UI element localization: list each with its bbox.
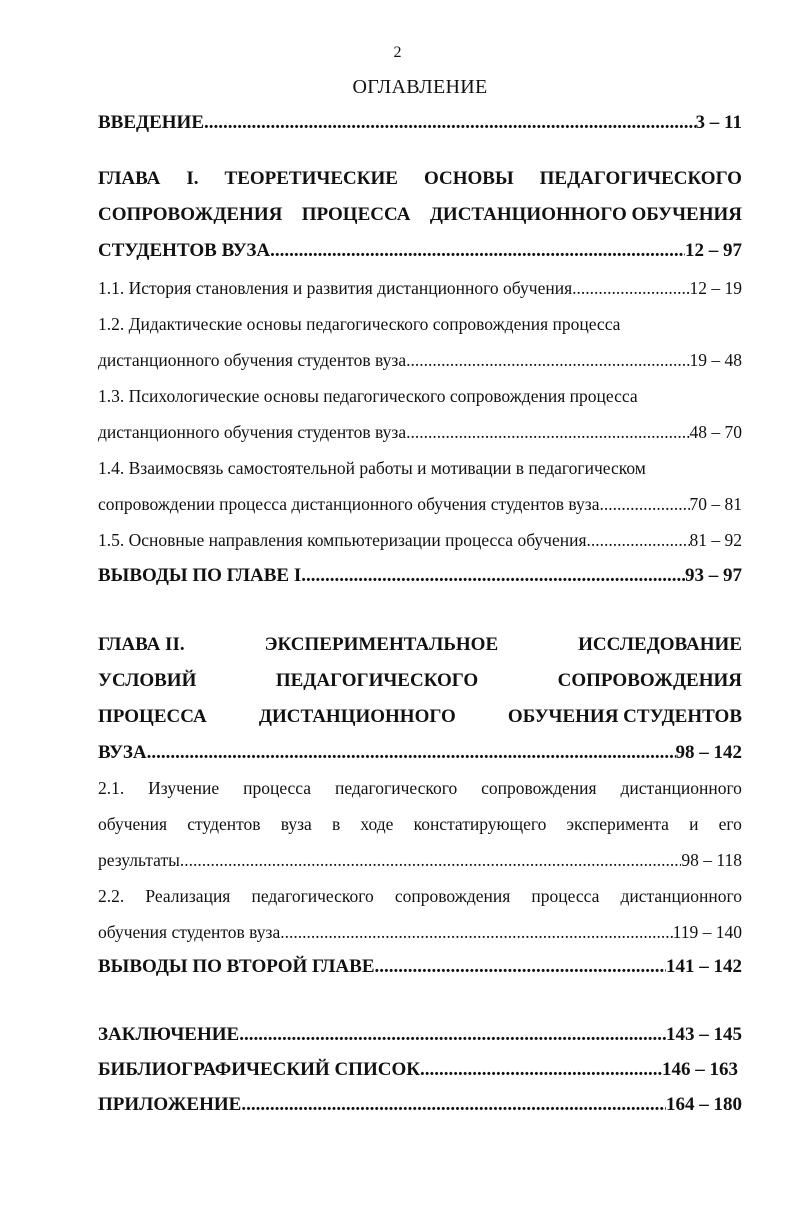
text-word: сопровождения (394, 886, 511, 906)
toc-entry-section-2-1[interactable] (98, 850, 742, 871)
toc-title: ОГЛАВЛЕНИЕ (352, 76, 488, 98)
heading-word: СОПРОВОЖДЕНИЯ (98, 204, 283, 225)
toc-entry-pages: 48 – 70 (689, 422, 742, 442)
text-word: Реализация (145, 886, 231, 906)
toc-entry-section-1-5[interactable] (98, 530, 742, 551)
toc-entry-label: СТУДЕНТОВ ВУЗА (98, 240, 271, 261)
heading-word: I. (186, 168, 199, 189)
text-word: его (718, 814, 742, 834)
heading-word: УСЛОВИЙ (98, 670, 197, 691)
section-1-2-line1: 1.2. Дидактические основы педагогического сопровождения процесса (98, 314, 621, 334)
toc-entry-chapter2-conclusions[interactable] (98, 956, 742, 978)
toc-entry-pages: 141 – 142 (666, 956, 742, 977)
toc-entry-introduction[interactable] (98, 112, 742, 134)
heading-word: ПЕДАГОГИЧЕСКОГО (275, 670, 479, 691)
toc-entry-pages: 143 – 145 (666, 1024, 742, 1045)
text-word: в (331, 814, 341, 834)
dot-leader (406, 422, 689, 443)
toc-entry-label: БИБЛИОГРАФИЧЕСКИЙ СПИСОК (98, 1059, 421, 1080)
text-word: дистанционного (620, 778, 742, 798)
toc-entry-label: результаты (98, 850, 180, 870)
chapter2-heading-line3 (98, 706, 742, 728)
toc-entry-pages: 98 – 118 (681, 850, 742, 870)
toc-entry-label: ПРИЛОЖЕНИЕ (98, 1094, 242, 1115)
dot-leader (180, 850, 682, 871)
dot-leader (270, 240, 685, 262)
text-word: процесса (531, 886, 600, 906)
toc-entry-pages: 93 – 97 (685, 565, 742, 586)
toc-entry-pages: 3 – 11 (695, 112, 742, 133)
toc-entry-section-1-2[interactable] (98, 350, 742, 371)
toc-entry-label: дистанционного обучения студентов вуза (98, 422, 407, 442)
toc-entry-pages: 12 – 19 (689, 278, 742, 298)
dot-leader (599, 494, 689, 515)
text-word: педагогического (251, 886, 374, 906)
dot-leader (239, 1024, 666, 1046)
toc-entry-label: ВЫВОДЫ ПО ГЛАВЕ I (98, 565, 302, 586)
dot-leader (147, 742, 676, 764)
toc-entry-chapter1-conclusions[interactable] (98, 565, 742, 587)
text-word: дистанционного (620, 886, 742, 906)
toc-entry-pages: 81 – 92 (689, 530, 742, 550)
chapter1-heading-line1 (98, 168, 742, 190)
heading-word: ДИСТАНЦИОННОГО (258, 706, 456, 727)
dot-leader (280, 922, 672, 943)
dot-leader (241, 1094, 666, 1116)
heading-word: ЭКСПЕРИМЕНТАЛЬНОЕ (264, 634, 499, 655)
section-2-1-line1 (98, 778, 742, 799)
toc-entry-label: обучения студентов вуза (98, 922, 281, 942)
toc-entry-pages: 146 – 163 (662, 1059, 738, 1080)
toc-entry-label: ВЫВОДЫ ПО ВТОРОЙ ГЛАВЕ (98, 956, 375, 977)
heading-word: ГЛАВА II. (98, 634, 185, 655)
text-word: обучения (98, 814, 168, 834)
toc-entry-pages: 12 – 97 (685, 240, 742, 261)
toc-entry-label: дистанционного обучения студентов вуза (98, 350, 407, 370)
section-2-2-line1 (98, 886, 742, 907)
toc-entry-pages: 98 – 142 (675, 742, 742, 763)
section-1-4-line1: 1.4. Взаимосвязь самостоятельной работы и мотивации в педагогическом (98, 458, 646, 478)
text-word: процесса (243, 778, 312, 798)
text-word: Изучение (148, 778, 220, 798)
chapter1-heading-line2 (98, 204, 742, 226)
heading-word: ПРОЦЕССА (98, 706, 207, 727)
toc-entry-bibliography[interactable] (98, 1059, 738, 1081)
chapter2-heading-line2 (98, 670, 742, 692)
toc-entry-label: ВВЕДЕНИЕ (98, 112, 204, 133)
chapter2-heading-line1 (98, 634, 742, 656)
toc-entry-conclusion[interactable] (98, 1024, 742, 1046)
heading-word: ДИСТАНЦИОННОГО ОБУЧЕНИЯ (429, 204, 742, 225)
toc-entry-pages: 19 – 48 (689, 350, 742, 370)
dot-leader (587, 530, 690, 551)
dot-leader (375, 956, 667, 978)
dot-leader (204, 112, 696, 134)
toc-entry-label: ВУЗА (98, 742, 147, 763)
heading-word: ПЕДАГОГИЧЕСКОГО (539, 168, 742, 189)
toc-entry-chapter1[interactable] (98, 240, 742, 262)
heading-word: ОБУЧЕНИЯ СТУДЕНТОВ (507, 706, 742, 727)
toc-entry-label: 1.1. История становления и развития дистанционного обучения (98, 278, 573, 298)
page-number: 2 (393, 44, 402, 61)
toc-entry-pages: 70 – 81 (689, 494, 742, 514)
text-word: констатирующего (413, 814, 547, 834)
dot-leader (406, 350, 689, 371)
toc-entry-pages: 119 – 140 (672, 922, 742, 942)
heading-word: ПРОЦЕССА (301, 204, 411, 225)
dot-leader (572, 278, 689, 299)
text-word: сопровождения (481, 778, 597, 798)
text-word: ходе (360, 814, 394, 834)
toc-entry-section-1-3[interactable] (98, 422, 742, 443)
heading-word: ОСНОВЫ (423, 168, 514, 189)
section-1-3-line1: 1.3. Психологические основы педагогического сопровождения процесса (98, 386, 638, 406)
text-word: эксперимента (566, 814, 669, 834)
text-word: 2.1. (98, 778, 125, 798)
text-word: вуза (280, 814, 312, 834)
heading-word: ИССЛЕДОВАНИЕ (578, 634, 742, 655)
toc-entry-section-1-1[interactable] (98, 278, 742, 299)
text-word: педагогического (334, 778, 458, 798)
text-word: студентов (187, 814, 261, 834)
heading-word: СОПРОВОЖДЕНИЯ (557, 670, 742, 691)
heading-word: ТЕОРЕТИЧЕСКИЕ (224, 168, 398, 189)
text-word: 2.2. (98, 886, 125, 906)
toc-entry-section-1-4[interactable] (98, 494, 742, 515)
toc-entry-appendix[interactable] (98, 1094, 742, 1116)
toc-entry-label: ЗАКЛЮЧЕНИЕ (98, 1024, 240, 1045)
toc-entry-label: 1.5. Основные направления компьютеризации процесса обучения (98, 530, 587, 550)
toc-entry-chapter2[interactable] (98, 742, 742, 764)
toc-entry-label: сопровождении процесса дистанционного обучения студентов вуза (98, 494, 600, 514)
toc-entry-section-2-2[interactable] (98, 922, 742, 943)
toc-entry-pages: 164 – 180 (666, 1094, 742, 1115)
text-word: и (689, 814, 699, 834)
dot-leader (301, 565, 685, 587)
dot-leader (420, 1059, 662, 1081)
heading-word: ГЛАВА (98, 168, 161, 189)
section-2-1-line2 (98, 814, 742, 835)
